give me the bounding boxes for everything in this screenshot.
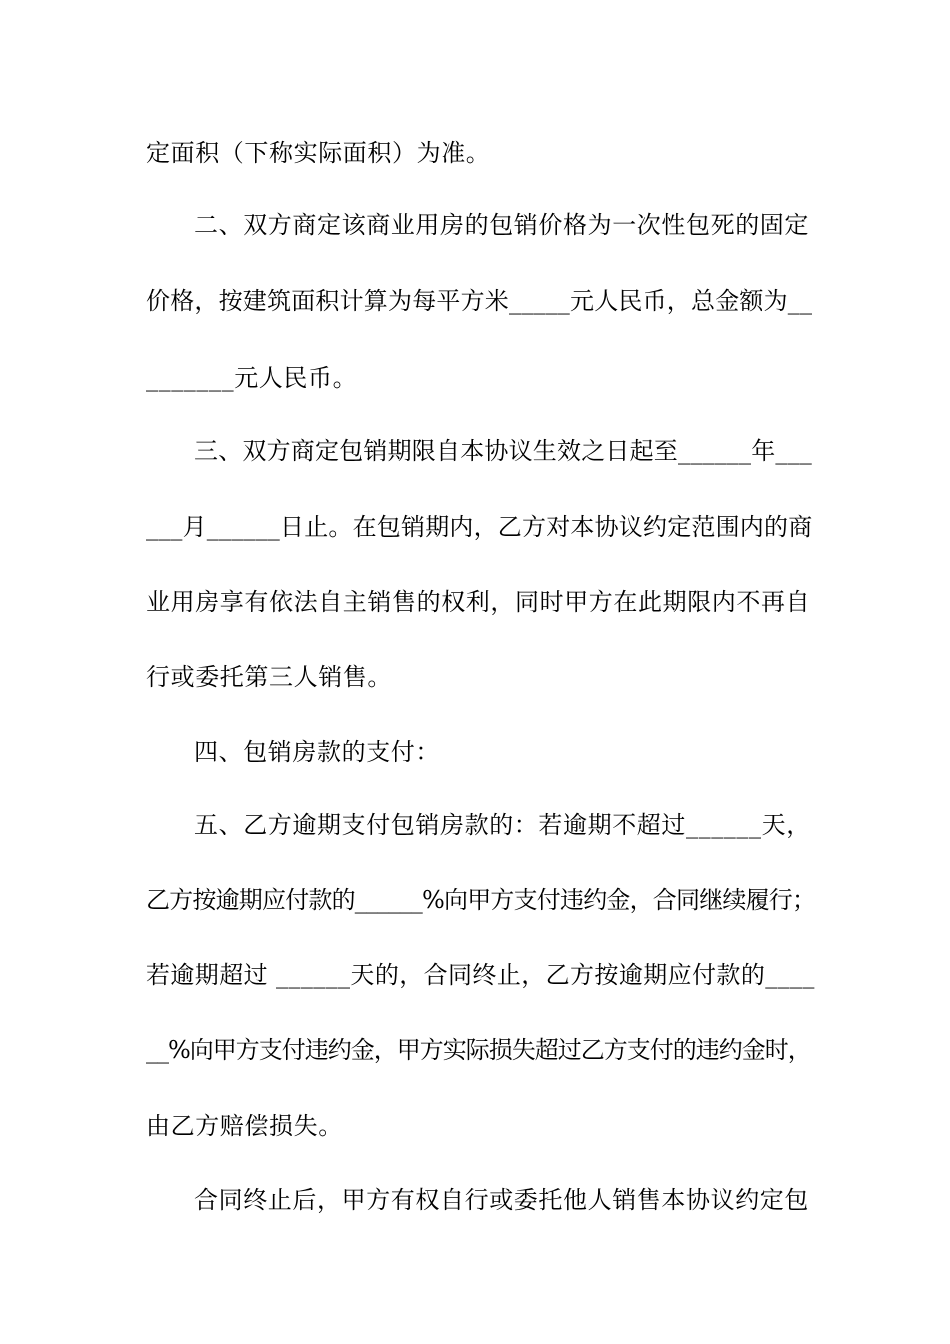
text-line: 定面积（下称实际面积）为准。 <box>146 139 491 167</box>
text-line: __%向甲方支付违约金，甲方实际损失超过乙方支付的违约金时， <box>146 1036 811 1064</box>
text-line: 行或委托第三人销售。 <box>146 663 392 691</box>
clause-5-heading-line: 五、乙方逾期支付包销房款的：若逾期不超过______天， <box>194 811 811 839</box>
text-line: ___月______日止。在包销期内，乙方对本协议约定范围内的商 <box>146 513 813 541</box>
paragraph-start-line: 合同终止后，甲方有权自行或委托他人销售本协议约定包 <box>194 1186 809 1214</box>
clause-4-heading-line: 四、包销房款的支付： <box>194 738 440 766</box>
text-line: 价格，按建筑面积计算为每平方米_____元人民币，总金额为__ <box>146 287 813 315</box>
text-line: 由乙方赔偿损失。 <box>146 1112 343 1140</box>
clause-2-heading-line: 二、双方商定该商业用房的包销价格为一次性包死的固定 <box>194 211 809 239</box>
text-line: 业用房享有依法自主销售的权利，同时甲方在此期限内不再自 <box>146 588 811 616</box>
text-line: 乙方按逾期应付款的______%向甲方支付违约金，合同继续履行； <box>146 886 816 914</box>
text-line: 若逾期超过 ______天的，合同终止，乙方按逾期应付款的____ <box>146 961 815 989</box>
clause-3-heading-line: 三、双方商定包销期限自本协议生效之日起至______年___ <box>194 437 812 465</box>
text-line: _______元人民币。 <box>146 364 358 392</box>
